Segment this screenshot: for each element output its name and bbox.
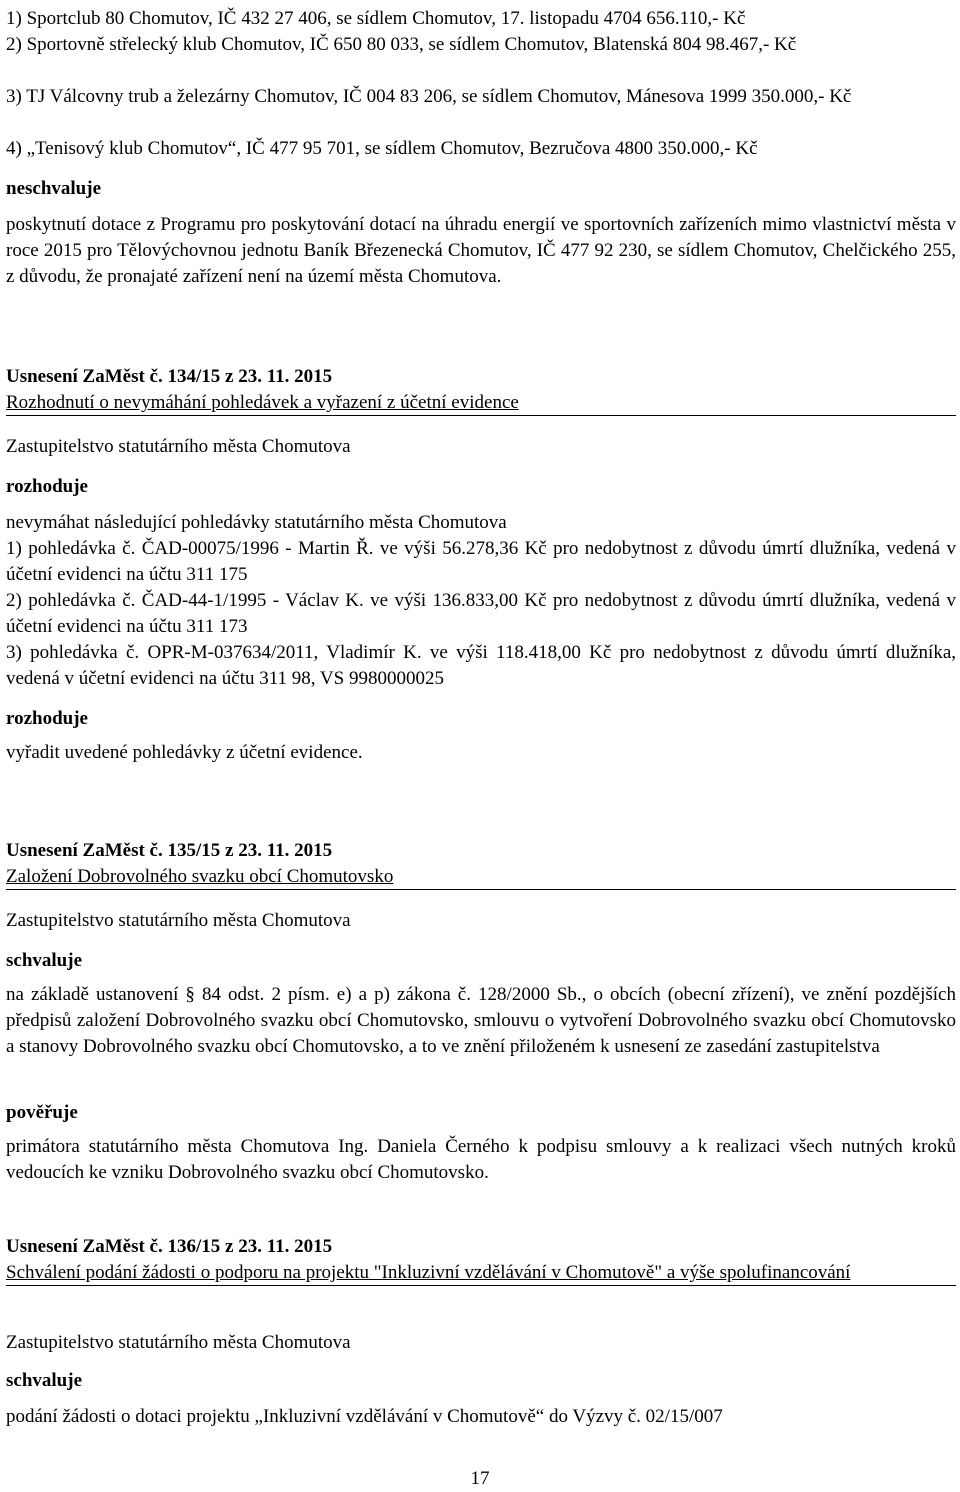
resolution-135-verb-1: schvaluje bbox=[6, 950, 82, 971]
resolution-136-body: Zastupitelstvo statutárního města Chomutova bbox=[6, 1332, 351, 1353]
resolution-136-text: podání žádosti o dotaci projektu „Inkluzivní vzdělávání v Chomutově“ do Výzvy č. 02/15/007 bbox=[6, 1406, 723, 1427]
claim-item-1: 1) pohledávka č. ČAD-00075/1996 - Martin Ř. ve výši 56.278,36 Kč pro nedobytnost z důvodu úmrtí dlužníka, vedená v účetní evidenci na účtu 311 175 bbox=[6, 538, 956, 585]
resolution-134-intro: nevymáhat následující pohledávky statutárního města Chomutova bbox=[6, 512, 507, 533]
resolution-135-text-2: primátora statutárního města Chomutova Ing. Daniela Černého k podpisu smlouvy a k realizaci všech nutných kroků vedoucích ke vzniku Dobrovolného svazku obcí Chomutovsko. bbox=[6, 1136, 956, 1183]
resolution-135-title: Založení Dobrovolného svazku obcí Chomutovsko bbox=[6, 864, 956, 890]
grant-item-3: 3) TJ Válcovny trub a železárny Chomutov, IČ 004 83 206, se sídlem Chomutov, Mánesova 1999 350.000,- Kč bbox=[6, 86, 852, 107]
claim-item-3: 3) pohledávka č. OPR-M-037634/2011, Vladimír K. ve výši 118.418,00 Kč pro nedobytnost z důvodu úmrtí dlužníka, vedená v účetní evidenci na účtu 311 98, VS 9980000025 bbox=[6, 642, 956, 689]
resolution-134-title: Rozhodnutí o nevymáhání pohledávek a vyřazení z účetní evidence bbox=[6, 390, 956, 416]
resolution-134-heading: Usnesení ZaMěst č. 134/15 z 23. 11. 2015 bbox=[6, 366, 333, 387]
resolution-136-heading: Usnesení ZaMěst č. 136/15 z 23. 11. 2015 bbox=[6, 1236, 333, 1257]
resolution-134-verb-1: rozhoduje bbox=[6, 476, 88, 497]
resolution-136-title: Schválení podání žádosti o podporu na projektu "Inkluzivní vzdělávání v Chomutově" a výše spolufinancování bbox=[6, 1260, 956, 1286]
decision-text: poskytnutí dotace z Programu pro poskytování dotací na úhradu energií ve sportovních zařízeních mimo vlastnictví města v roce 2015 pro Tělovýchovnou jednotu Baník Březenecká Chomutov, IČ 477 92 230, se sídlem Chomutov, Chelčického 255, z důvodu, že pronajaté zařízení není na území města Chomutova. bbox=[6, 214, 956, 287]
resolution-134-body: Zastupitelstvo statutárního města Chomutova bbox=[6, 436, 351, 457]
resolution-134-verb-2: rozhoduje bbox=[6, 708, 88, 729]
grant-item-1: 1) Sportclub 80 Chomutov, IČ 432 27 406, se sídlem Chomutov, 17. listopadu 4704 656.110,- Kč bbox=[6, 8, 746, 29]
grant-item-4: 4) „Tenisový klub Chomutov“, IČ 477 95 701, se sídlem Chomutov, Bezručova 4800 350.000,- Kč bbox=[6, 138, 758, 159]
grant-item-2: 2) Sportovně střelecký klub Chomutov, IČ 650 80 033, se sídlem Chomutov, Blatenská 804 98.467,- Kč bbox=[6, 34, 797, 55]
resolution-136-verb: schvaluje bbox=[6, 1370, 82, 1391]
page-number: 17 bbox=[470, 1468, 490, 1489]
resolution-135-verb-2: pověřuje bbox=[6, 1102, 78, 1123]
claim-item-2: 2) pohledávka č. ČAD-44-1/1995 - Václav K. ve výši 136.833,00 Kč pro nedobytnost z důvodu úmrtí dlužníka, vedená v účetní evidenci na účtu 311 173 bbox=[6, 590, 956, 637]
resolution-135-text-1: na základě ustanovení § 84 odst. 2 písm. e) a p) zákona č. 128/2000 Sb., o obcích (obecní zřízení), ve znění pozdějších předpisů založení Dobrovolného svazku obcí Chomutovsko, smlouvu o vytvoření Dobrovolného svazku obcí Chomutovsko a stanovy Dobrovolného svazku obcí Chomutovsko, a to ve znění přiloženém k usnesení ze zasedání zastupitelstva bbox=[6, 984, 956, 1057]
resolution-135-heading: Usnesení ZaMěst č. 135/15 z 23. 11. 2015 bbox=[6, 840, 333, 861]
resolution-134-text-2: vyřadit uvedené pohledávky z účetní evidence. bbox=[6, 742, 363, 763]
resolution-135-body: Zastupitelstvo statutárního města Chomutova bbox=[6, 910, 351, 931]
decision-verb-neschvaluje: neschvaluje bbox=[6, 178, 101, 199]
